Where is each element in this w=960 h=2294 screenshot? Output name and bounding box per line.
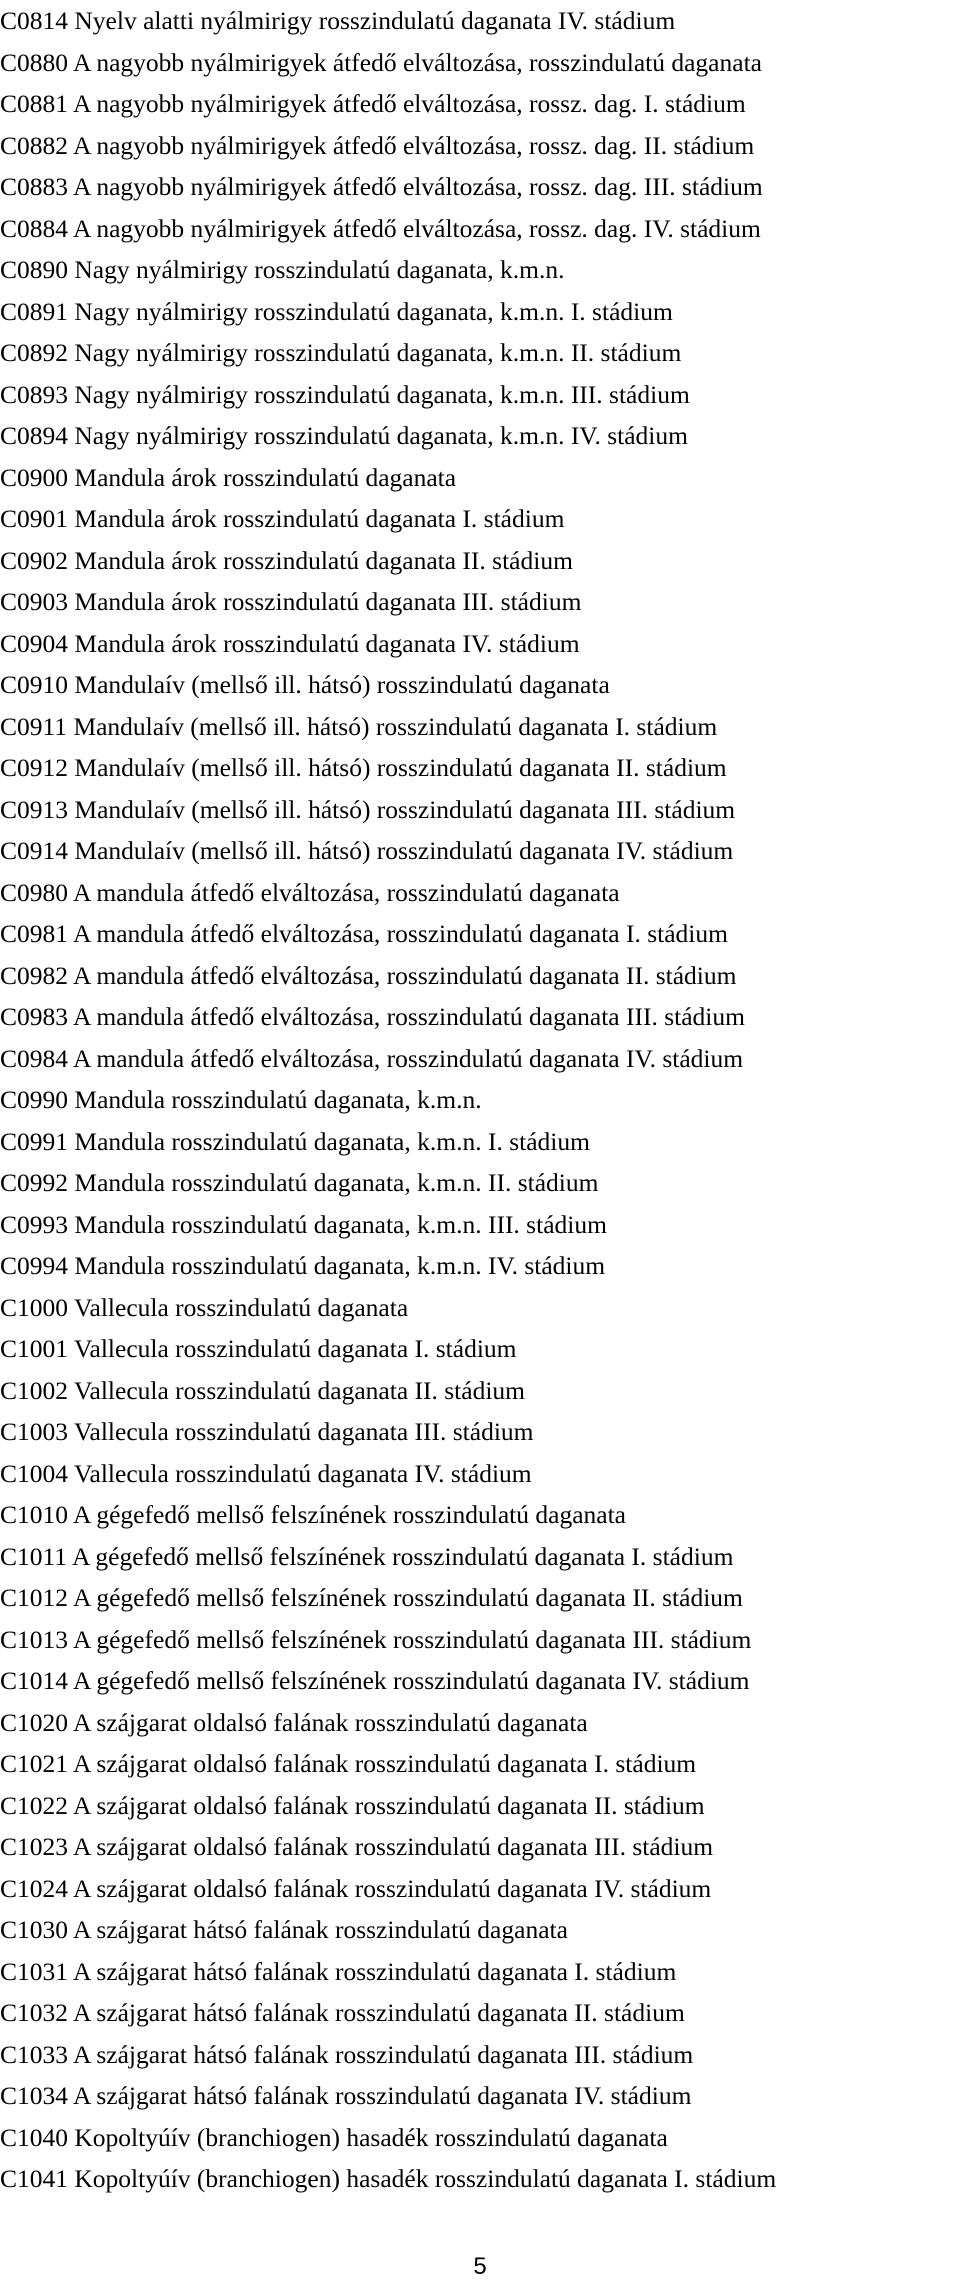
entry-description: A nagyobb nyálmirigyek átfedő elváltozása, rossz. dag. III. stádium: [72, 172, 763, 201]
code-entry: [0, 42, 960, 84]
entry-code: C1021: [0, 1749, 69, 1778]
entry-code: C1001: [0, 1334, 69, 1363]
entry-code: C1004: [0, 1458, 69, 1488]
entry-description: A szájgarat oldalsó falának rosszindulatú daganata I. stádium: [72, 1749, 697, 1778]
entry-description: A mandula átfedő elváltozása, rosszindulatú daganata IV. stádium: [72, 1043, 744, 1073]
code-entry: [0, 1951, 960, 1993]
entry-description: A mandula átfedő elváltozása, rosszindulatú daganata II. stádium: [72, 960, 737, 990]
code-entry: [0, 83, 960, 125]
entry-code: C1024: [0, 1873, 69, 1903]
code-entry: [0, 664, 960, 706]
entry-description: Vallecula rosszindulatú daganata IV. stádium: [73, 1458, 532, 1488]
code-entry: [0, 1826, 960, 1868]
entry-code: C1023: [0, 1832, 69, 1861]
entry-code: C1003: [0, 1417, 69, 1446]
entry-description: Mandula árok rosszindulatú daganata IV. stádium: [74, 628, 580, 658]
code-entry: [0, 2158, 960, 2200]
code-entry: [0, 1660, 960, 1702]
code-entry: [0, 1204, 960, 1246]
code-entry: [0, 1079, 960, 1121]
code-entry: [0, 913, 960, 955]
entry-description: A szájgarat oldalsó falának rosszindulatú daganata III. stádium: [72, 1832, 714, 1861]
entry-code: C0890: [0, 255, 69, 284]
entry-code: C1020: [0, 1707, 69, 1737]
code-entry: [0, 1536, 960, 1578]
entry-code: C1002: [0, 1375, 69, 1405]
entry-code: C1011: [0, 1541, 68, 1571]
entry-code: C0914: [0, 836, 69, 865]
code-entry: [0, 125, 960, 167]
entry-description: A mandula átfedő elváltozása, rosszindulatú daganata: [72, 877, 620, 907]
entry-code: C0983: [0, 1002, 69, 1031]
entry-description: Vallecula rosszindulatú daganata II. stádium: [73, 1375, 525, 1405]
entry-code: C1031: [0, 1956, 69, 1986]
code-entry: [0, 1909, 960, 1951]
entry-code: C0994: [0, 1251, 69, 1280]
code-entry: [0, 249, 960, 291]
entry-code: C0980: [0, 877, 69, 907]
entry-description: Kopoltyúív (branchiogen) hasadék rosszindulatú daganata: [74, 2122, 668, 2152]
code-entry: [0, 0, 960, 42]
entry-code: C0892: [0, 338, 69, 367]
entry-description: Kopoltyúív (branchiogen) hasadék rosszindulatú daganata I. stádium: [74, 2164, 777, 2193]
entry-description: A nagyobb nyálmirigyek átfedő elváltozása, rosszindulatú daganata: [72, 47, 762, 77]
code-entry: [0, 1868, 960, 1910]
code-entry: [0, 2034, 960, 2076]
entry-description: A szájgarat hátsó falának rosszindulatú daganata: [72, 1915, 568, 1944]
code-entry: [0, 498, 960, 540]
entry-description: A nagyobb nyálmirigyek átfedő elváltozása, rossz. dag. IV. stádium: [72, 213, 761, 243]
entry-code: C0912: [0, 753, 69, 782]
entry-description: A szájgarat hátsó falának rosszindulatú daganata I. stádium: [72, 1956, 677, 1986]
entry-description: A gégefedő mellső felszínének rosszindulatú daganata II. stádium: [72, 1583, 743, 1612]
entry-description: A nagyobb nyálmirigyek átfedő elváltozása, rossz. dag. I. stádium: [72, 89, 746, 118]
entry-code: C1013: [0, 1624, 69, 1654]
entry-description: A szájgarat hátsó falának rosszindulatú daganata II. stádium: [72, 1998, 685, 2027]
entry-description: Mandulaív (mellső ill. hátsó) rosszindulatú daganata II. stádium: [74, 753, 727, 782]
entry-code: C1000: [0, 1292, 69, 1322]
entry-code: C0982: [0, 960, 69, 990]
entry-code: C0881: [0, 89, 69, 118]
entry-code: C0993: [0, 1209, 69, 1239]
code-entry: [0, 166, 960, 208]
entry-description: A gégefedő mellső felszínének rosszindulatú daganata III. stádium: [72, 1624, 752, 1654]
entry-description: Nagy nyálmirigy rosszindulatú daganata, k.m.n. III. stádium: [74, 379, 690, 409]
code-entry: [0, 996, 960, 1038]
entry-code: C0814: [0, 6, 69, 35]
code-entry: [0, 1245, 960, 1287]
code-entry: [0, 457, 960, 499]
entry-code: C1010: [0, 1500, 69, 1529]
entry-code: C1034: [0, 2081, 69, 2110]
code-entry: [0, 581, 960, 623]
entry-description: Mandulaív (mellső ill. hátsó) rosszindulatú daganata: [74, 670, 610, 699]
code-entry: [0, 415, 960, 457]
entry-code: C0880: [0, 47, 69, 77]
code-entry: [0, 830, 960, 872]
code-entry: [0, 1785, 960, 1827]
code-entry: [0, 747, 960, 789]
code-entry: [0, 208, 960, 250]
entry-description: Nagy nyálmirigy rosszindulatú daganata, k.m.n. II. stádium: [74, 338, 682, 367]
entry-description: A szájgarat oldalsó falának rosszindulatú daganata IV. stádium: [72, 1873, 712, 1903]
entry-description: Mandula rosszindulatú daganata, k.m.n. III. stádium: [74, 1209, 607, 1239]
entry-code: C1022: [0, 1790, 69, 1820]
entry-code: C1041: [0, 2164, 69, 2193]
entry-description: Mandulaív (mellső ill. hátsó) rosszindulatú daganata IV. stádium: [74, 836, 734, 865]
entry-code: C1014: [0, 1666, 69, 1695]
code-entry: [0, 706, 960, 748]
entry-code: C0981: [0, 919, 69, 948]
entry-description: Nagy nyálmirigy rosszindulatú daganata, k.m.n.: [74, 255, 565, 284]
code-entry: [0, 2075, 960, 2117]
entry-code: C0902: [0, 545, 69, 575]
entry-description: A gégefedő mellső felszínének rosszindulatú daganata: [72, 1500, 627, 1529]
entry-code: C0990: [0, 1085, 69, 1114]
entry-description: Mandula árok rosszindulatú daganata II. stádium: [74, 545, 573, 575]
code-entry: [0, 1494, 960, 1536]
entry-description: A nagyobb nyálmirigyek átfedő elváltozása, rossz. dag. II. stádium: [72, 130, 755, 160]
entry-description: A mandula átfedő elváltozása, rosszindulatú daganata I. stádium: [72, 919, 728, 948]
code-entry: [0, 332, 960, 374]
entry-description: Mandula rosszindulatú daganata, k.m.n. IV. stádium: [74, 1251, 606, 1280]
entry-code: C0984: [0, 1043, 69, 1073]
entry-description: A szájgarat hátsó falának rosszindulatú daganata IV. stádium: [72, 2081, 692, 2110]
entry-code: C0910: [0, 670, 69, 699]
entry-description: A szájgarat hátsó falának rosszindulatú daganata III. stádium: [72, 2039, 694, 2069]
entry-description: Mandulaív (mellső ill. hátsó) rosszindulatú daganata I. stádium: [73, 711, 718, 741]
code-entry: [0, 623, 960, 665]
entry-code: C0884: [0, 213, 69, 243]
entry-code: C0900: [0, 462, 69, 492]
entry-code: C0891: [0, 296, 69, 326]
entry-description: Mandula árok rosszindulatú daganata III. stádium: [74, 587, 582, 616]
entry-description: Vallecula rosszindulatú daganata III. stádium: [73, 1417, 534, 1446]
entry-code: C0901: [0, 504, 69, 533]
code-entry: [0, 1287, 960, 1329]
entry-description: A mandula átfedő elváltozása, rosszindulatú daganata III. stádium: [72, 1002, 745, 1031]
entry-code: C0911: [0, 711, 68, 741]
entry-code: C1012: [0, 1583, 69, 1612]
entry-description: Mandula árok rosszindulatú daganata: [74, 462, 457, 492]
code-entry: [0, 1162, 960, 1204]
code-entry: [0, 1619, 960, 1661]
entry-code: C0883: [0, 172, 69, 201]
entry-code: C0903: [0, 587, 69, 616]
code-entry: [0, 1328, 960, 1370]
entry-code: C0894: [0, 421, 69, 450]
entry-code: C0913: [0, 794, 69, 824]
code-entry: [0, 1992, 960, 2034]
code-entry: [0, 1370, 960, 1412]
code-entry: [0, 955, 960, 997]
entry-description: A gégefedő mellső felszínének rosszindulatú daganata I. stádium: [72, 1541, 734, 1571]
entry-description: A szájgarat oldalsó falának rosszindulatú daganata II. stádium: [72, 1790, 705, 1820]
entry-code: C1030: [0, 1915, 69, 1944]
code-entry: [0, 540, 960, 582]
entry-description: Vallecula rosszindulatú daganata: [73, 1292, 409, 1322]
entry-description: Nyelv alatti nyálmirigy rosszindulatú daganata IV. stádium: [74, 6, 676, 35]
entry-description: A gégefedő mellső felszínének rosszindulatú daganata IV. stádium: [72, 1666, 750, 1695]
entry-description: Mandulaív (mellső ill. hátsó) rosszindulatú daganata III. stádium: [74, 794, 736, 824]
entry-code: C0991: [0, 1126, 69, 1156]
code-entry: [0, 2117, 960, 2159]
code-entry: [0, 1411, 960, 1453]
entry-code: C0992: [0, 1168, 69, 1197]
entry-description: Mandula rosszindulatú daganata, k.m.n. I. stádium: [74, 1126, 590, 1156]
code-entry: [0, 374, 960, 416]
entry-code: C0893: [0, 379, 69, 409]
entry-code: C1040: [0, 2122, 69, 2152]
page-number: 5: [473, 2253, 487, 2280]
entry-code: C1033: [0, 2039, 69, 2069]
code-entry: [0, 1038, 960, 1080]
entry-code: C1032: [0, 1998, 69, 2027]
entry-description: A szájgarat oldalsó falának rosszindulatú daganata: [72, 1707, 588, 1737]
entry-description: Nagy nyálmirigy rosszindulatú daganata, k.m.n. IV. stádium: [74, 421, 688, 450]
code-entry: [0, 1453, 960, 1495]
code-entry: [0, 1121, 960, 1163]
code-entry: [0, 789, 960, 831]
code-entry: [0, 1577, 960, 1619]
entry-description: Vallecula rosszindulatú daganata I. stádium: [73, 1334, 517, 1363]
entry-description: Mandula árok rosszindulatú daganata I. stádium: [74, 504, 565, 533]
entry-description: Mandula rosszindulatú daganata, k.m.n. II. stádium: [74, 1168, 599, 1197]
code-entry: [0, 1743, 960, 1785]
code-entry: [0, 872, 960, 914]
entry-code: C0904: [0, 628, 69, 658]
code-entry: [0, 291, 960, 333]
entry-code: C0882: [0, 130, 69, 160]
entry-description: Nagy nyálmirigy rosszindulatú daganata, k.m.n. I. stádium: [74, 296, 673, 326]
entry-description: Mandula rosszindulatú daganata, k.m.n.: [74, 1085, 482, 1114]
code-entry: [0, 1702, 960, 1744]
